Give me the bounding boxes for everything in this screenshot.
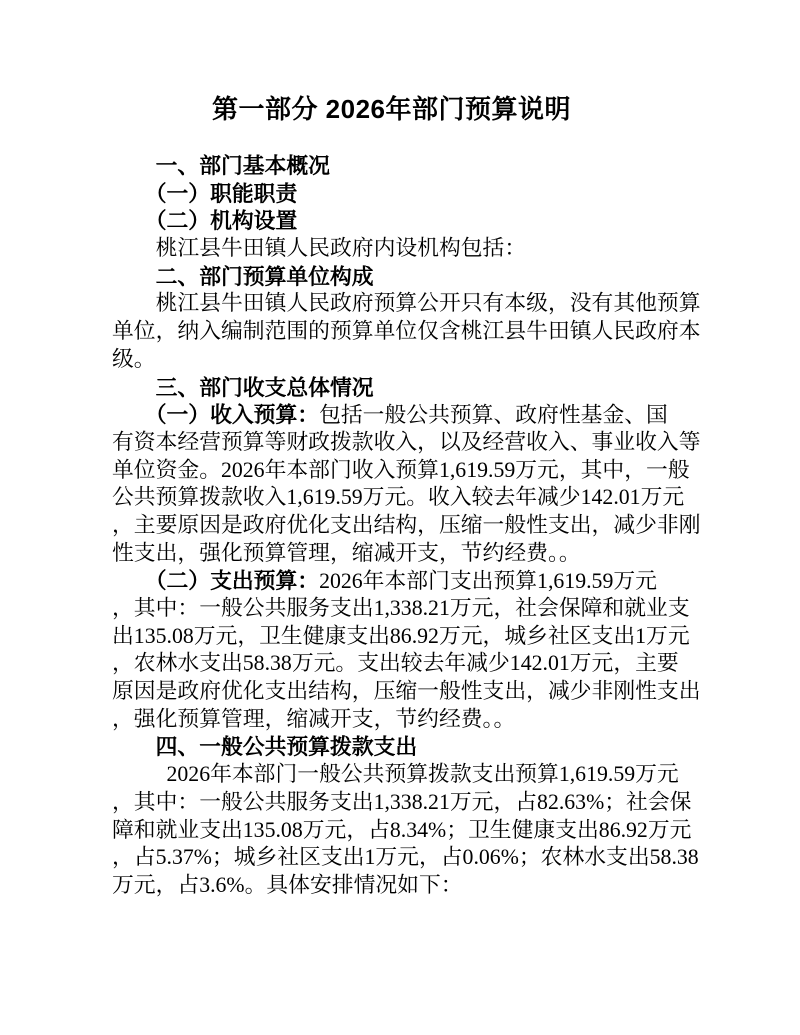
line-regular-segment: 2026年本部门一般公共预算拨款支出预算1,619.59万元 [112,762,679,787]
line-bold-segment: （一）收入预算： [112,402,320,428]
text-line [112,567,720,595]
text-line [112,263,720,291]
document-title: 第一部分 2026年部门预算说明 [211,94,572,124]
text-line [112,817,720,845]
text-line [112,706,720,734]
line-regular-segment: 2026年本部门支出预算1,619.59万元 [319,569,657,594]
text-line [112,761,720,789]
text-line [112,457,720,485]
line-regular-segment: ，主要原因是政府优化支出结构，压缩一般性支出，减少非刚 [112,512,701,537]
text-line [112,318,720,346]
line-regular-segment: 桃江县牛田镇人民政府内设机构包括： [112,236,527,261]
text-line [112,235,720,263]
text-line [112,650,720,678]
line-regular-segment: 单位资金。2026年本部门收入预算1,619.59万元，其中，一般 [112,457,690,482]
line-bold-segment: 二、部门预算单位构成 [112,263,374,289]
text-line [112,512,720,540]
line-regular-segment: 原因是政府优化支出结构，压缩一般性支出，减少非刚性支出 [112,679,701,704]
line-regular-segment: 级。 [112,346,156,371]
line-bold-segment: （二）支出预算： [112,568,320,594]
line-bold-segment: 一、部门基本概况 [112,153,330,178]
line-bold-segment: （一）职能职责 [112,180,298,206]
line-regular-segment: 桃江县牛田镇人民政府预算公开只有本级，没有其他预算 [112,291,701,316]
text-line [112,872,720,900]
text-line [112,540,720,568]
text-line [112,429,720,457]
line-regular-segment: ，强化预算管理，缩减开支，节约经费。。 [112,706,516,731]
line-regular-segment: 单位，纳入编制范围的预算单位仅含桃江县牛田镇人民政府本 [112,319,701,344]
text-line [112,623,720,651]
line-bold-segment: （二）机构设置 [112,208,298,234]
document-lines [112,152,720,900]
line-regular-segment: 包括一般公共预算、政府性基金、国 [319,403,668,428]
line-regular-segment: 万元，占3.6%。具体安排情况如下： [112,872,463,897]
text-line [112,152,720,180]
line-regular-segment: 出135.08万元，卫生健康支出86.92万元，城乡社区支出1万元 [112,623,690,648]
line-regular-segment: ，其中：一般公共服务支出1,338.21万元，社会保障和就业支 [112,596,690,620]
line-regular-segment: 公共预算拨款收入1,619.59万元。收入较去年减少142.01万元 [112,485,685,510]
line-bold-segment: 三、部门收支总体情况 [112,374,374,400]
line-regular-segment: 障和就业支出135.08万元，占8.34%；卫生健康支出86.92万元 [112,817,692,842]
text-line [112,678,720,706]
text-line [112,733,720,761]
text-line [112,789,720,817]
line-regular-segment: ，农林水支出58.38万元。支出较去年减少142.01万元，主要 [112,651,679,676]
line-regular-segment: ，占5.37%；城乡社区支出1万元，占0.06%；农林水支出58.38 [112,845,699,870]
text-line [112,374,720,402]
line-bold-segment: 四、一般公共预算拨款支出 [112,734,418,760]
text-line [112,346,720,374]
text-line [112,207,720,235]
line-regular-segment: 性支出，强化预算管理，缩减开支，节约经费。。 [112,540,581,565]
line-regular-segment: 有资本经营预算等财政拨款收入，以及经营收入、事业收入等 [112,429,701,454]
text-line [112,595,720,623]
text-line [112,290,720,318]
text-line [112,844,720,872]
text-line [112,180,720,208]
line-regular-segment: ，其中：一般公共服务支出1,338.21万元，占82.63%；社会保 [112,789,692,814]
text-line [112,401,720,429]
text-line [112,484,720,512]
